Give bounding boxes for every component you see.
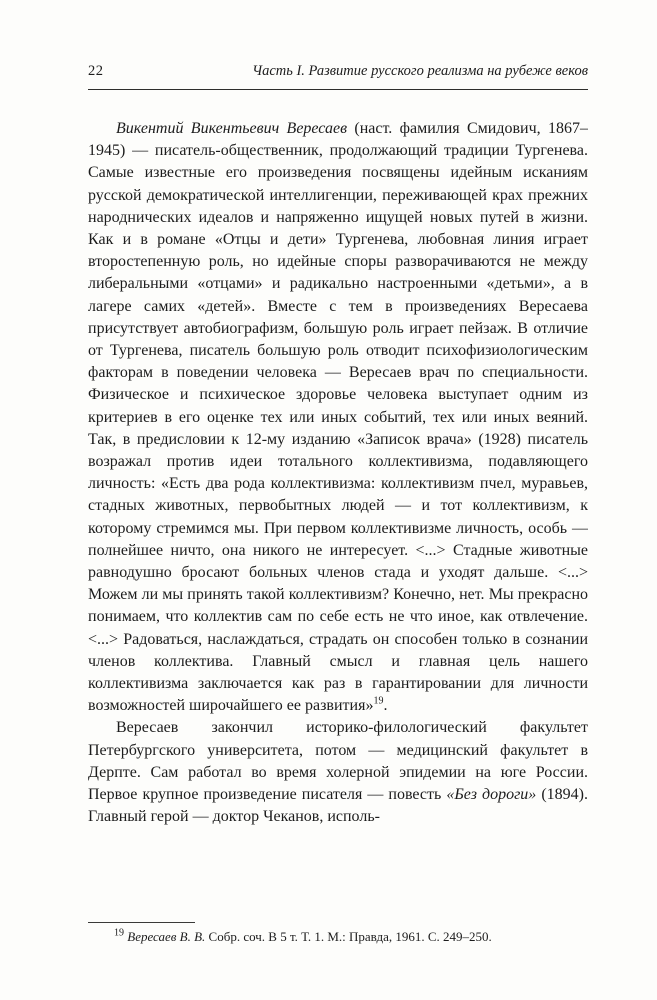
page-header (88, 62, 588, 80)
footnote-text: Собр. соч. В 5 т. Т. 1. М.: Правда, 1961. С. 249–250. (205, 929, 492, 944)
paragraph-bio (88, 118, 588, 717)
running-header-title: Часть I. Развитие русского реализма на рубеже веков (252, 63, 588, 79)
page-number: 22 (88, 63, 104, 79)
author-name-italic: Викентий Викентьевич Вересаев (116, 120, 348, 137)
paragraph-career-text-1: Вересаев закончил историко-филологический факультет Петербургского университета, потом — медицинский факультет в Дерпте. Сам работал во время холерной эпидемии на юге России. Первое крупное произведение писателя — повесть (88, 719, 588, 804)
book-title-italic: «Без дороги» (446, 786, 537, 804)
footnote-block (88, 922, 588, 945)
body-text (88, 118, 588, 920)
footnote (88, 928, 588, 945)
footnote-number: 19 (114, 927, 124, 939)
text-column (88, 62, 588, 920)
paragraph-bio-text: (наст. фамилия Смидович, 1867–1945) — писатель-общественник, продолжающий традиции Тургенева. Самые известные его произведения посвящены идейным исканиям русской демократической интеллигенции, переживающей крах прежних народнических идеалов и напряженно ищущей новых путей в жизни. Как и в романе «Отцы и дети» Тургенева, любовная линия играет второстепенную роль, но идейные споры разворачиваются не между либеральными «отцами» и радикально настроенными «детьми», а в лагере самих «детей». Вместе с тем в произведениях Вересаева присутствует автобиографизм, большую роль играет пейзаж. В отличие от Тургенева, писатель большую роль отводит психофизиологическим факторам в поведении человека — Вересаев врач по специальности. Физическое и психическое здоровье человека выступает одним из критериев в его оценке тех или иных событий, тех или иных веяний. Так, в предисловии к 12-му изданию «Записок врача» (1928) писатель возражал против идеи тотального коллективизма, подавляющего личность: «Есть два рода коллективизма: коллективизм пчел, муравьев, стадных животных, первобытных людей — и тот коллективизм, к которому стремимся мы. При первом коллективизме личность, особь — полнейшее ничто, она никого не интересует. <...> Стадные животные равнодушно бросают больных членов стада и уходят дальше. <...> Можем ли мы принять такой коллективизм? Конечно, нет. Мы прекрасно понимаем, что коллектив сам по себе есть не что иное, как отвлечение. <...> Радоваться, наслаждаться, страдать он способен только в сознании членов коллектива. Главный смысл и главная цель нашего коллективизма заключается как раз в гарантировании для личности возможностей широчайшего ее развития» (88, 120, 588, 715)
header-rule (88, 89, 588, 90)
footnote-rule (88, 922, 195, 923)
paragraph-career (88, 717, 588, 828)
footnote-author-italic: Вересаев В. В. (127, 929, 206, 944)
paragraph-bio-tail: . (383, 697, 388, 715)
footnote-ref-marker: 19 (373, 695, 384, 707)
paragraph-career-text-2: (1894). Главный герой — доктор Чеканов, исполь- (88, 786, 588, 826)
